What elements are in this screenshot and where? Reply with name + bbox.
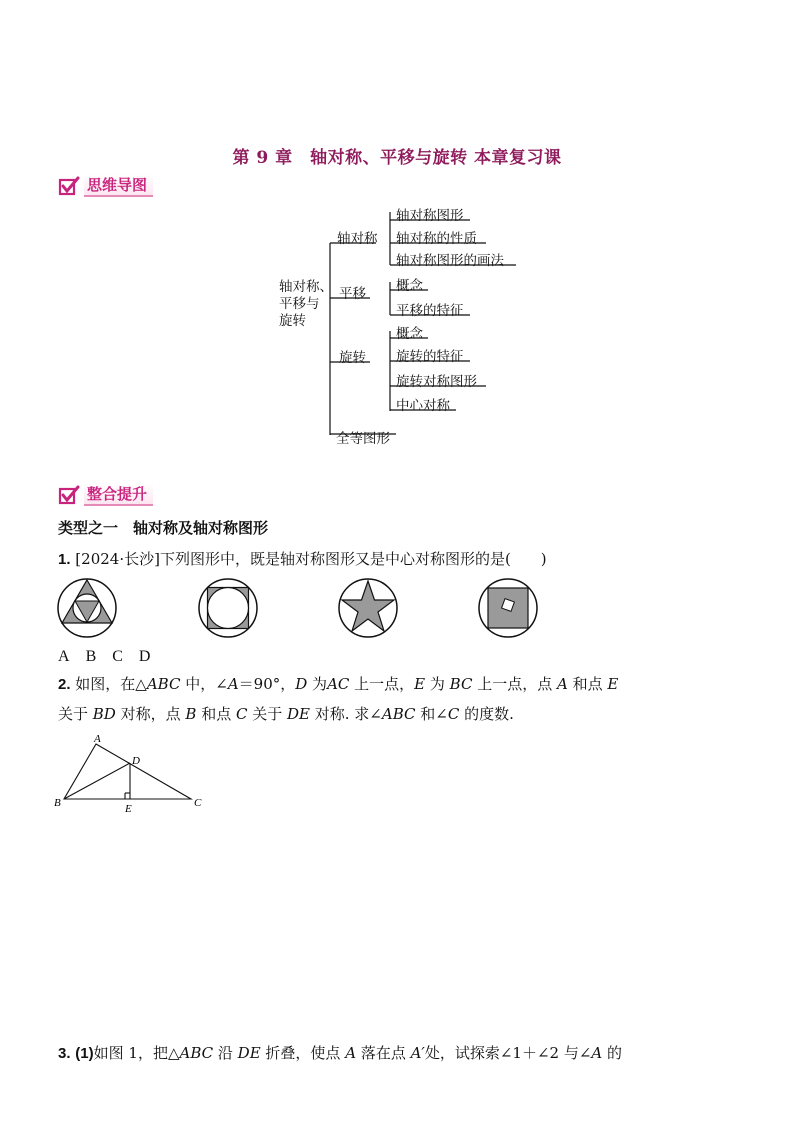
mind-map-root-line: 平移与 [279,296,320,312]
text: 为 [425,675,450,693]
checkbox-icon [58,485,80,505]
var: BD [92,705,116,723]
option-b-figure [197,577,259,639]
text: 对称. 求∠ [309,705,382,723]
mind-map-leaf: 概念 [396,278,423,294]
option-d[interactable]: D [138,648,151,665]
var: BC [449,675,473,693]
text: ＝90°， [238,675,296,693]
mind-map-leaf: 轴对称的性质 [396,231,477,247]
text: 中，∠ [180,675,228,693]
var: AC [327,675,350,693]
mind-map-leaf: 旋转对称图形 [396,374,477,390]
answer-options [58,646,150,667]
question-text: 下列图形中，既是轴对称图形又是中心对称图形的是( ) [159,550,547,568]
question-2-figure [54,730,214,814]
var: ABC [179,1044,214,1062]
mind-map-root-line: 旋转 [279,313,306,329]
type-heading: 类型之一 轴对称及轴对称图形 [58,519,269,537]
mind-map-leaf: 平移的特征 [396,303,464,319]
section-header-mind-map [58,174,153,197]
chapter-title: 第 9 章 轴对称、平移与旋转 本章复习课 [232,148,562,168]
var: ABC [381,705,416,723]
label-a: A [94,733,101,745]
question-number: 2. [58,676,71,693]
question-number: 1. [58,551,71,568]
question-source: [2024·长沙] [75,550,160,568]
text: 上一点， [349,675,415,693]
text: 如图 1，把△ [93,1044,180,1062]
mind-map-branch-congruent: 全等图形 [336,431,390,447]
mind-map-leaf: 概念 [396,326,423,342]
question-1 [58,549,547,570]
text: 折叠，使点 [260,1044,346,1062]
sub-question-number: (1) [75,1045,94,1062]
mind-map-root [279,279,333,330]
text: 落在点 [356,1044,411,1062]
mind-map-leaf: 轴对称图形的画法 [396,253,504,269]
mind-map-branch-rotation: 旋转 [339,350,366,366]
text: 处，试探索∠1＋∠2 与∠ [424,1044,592,1062]
var: DE [287,705,310,723]
question-2-line-2 [58,704,514,725]
section-title-mind-map: 思维导图 [84,174,153,197]
var: B [185,705,197,723]
text: 的度数. [459,705,514,723]
text: 为 [307,675,328,693]
var: C [447,705,460,723]
text: 的 [602,1044,623,1062]
section-title-integration: 整合提升 [84,483,153,506]
text: 关于 [247,705,287,723]
mind-map-leaf: 中心对称 [396,398,450,414]
text: 如图，在△ [75,675,147,693]
text: 和点 [567,675,608,693]
var: D [295,675,308,693]
option-d-figure [477,577,539,639]
text: 关于 [58,705,93,723]
label-b: B [54,797,61,809]
checkbox-icon [58,176,80,196]
var: A [227,675,239,693]
option-a[interactable]: A [58,648,70,665]
option-b[interactable]: B [85,648,97,665]
option-c-figure [337,577,399,639]
question-2-line-1 [58,674,618,695]
var: E [414,675,426,693]
var: A [556,675,568,693]
label-c: C [194,797,202,809]
text: 和∠ [415,705,448,723]
text: 对称，点 [115,705,186,723]
mind-map-branch-translation: 平移 [339,286,366,302]
var: DE [237,1044,261,1062]
mind-map-leaf: 轴对称图形 [396,208,464,224]
var: C [235,705,248,723]
label-e: E [125,803,132,814]
option-c[interactable]: C [112,648,123,665]
mind-map-root-line: 轴对称、 [279,279,333,295]
text: 和点 [196,705,236,723]
mind-map-leaf: 旋转的特征 [396,349,464,365]
var: A [591,1044,603,1062]
text: 上一点，点 [472,675,557,693]
question-number: 3. [58,1045,71,1062]
section-header-integration [58,483,153,506]
question-3-line-1 [58,1043,622,1064]
text: 沿 [213,1044,238,1062]
var: A′ [410,1044,425,1062]
label-d: D [132,755,140,767]
mind-map-branch-axial-symmetry: 轴对称 [337,231,378,247]
var: ABC [146,675,181,693]
var: E [607,675,619,693]
option-a-figure [56,577,118,639]
var: A [345,1044,357,1062]
